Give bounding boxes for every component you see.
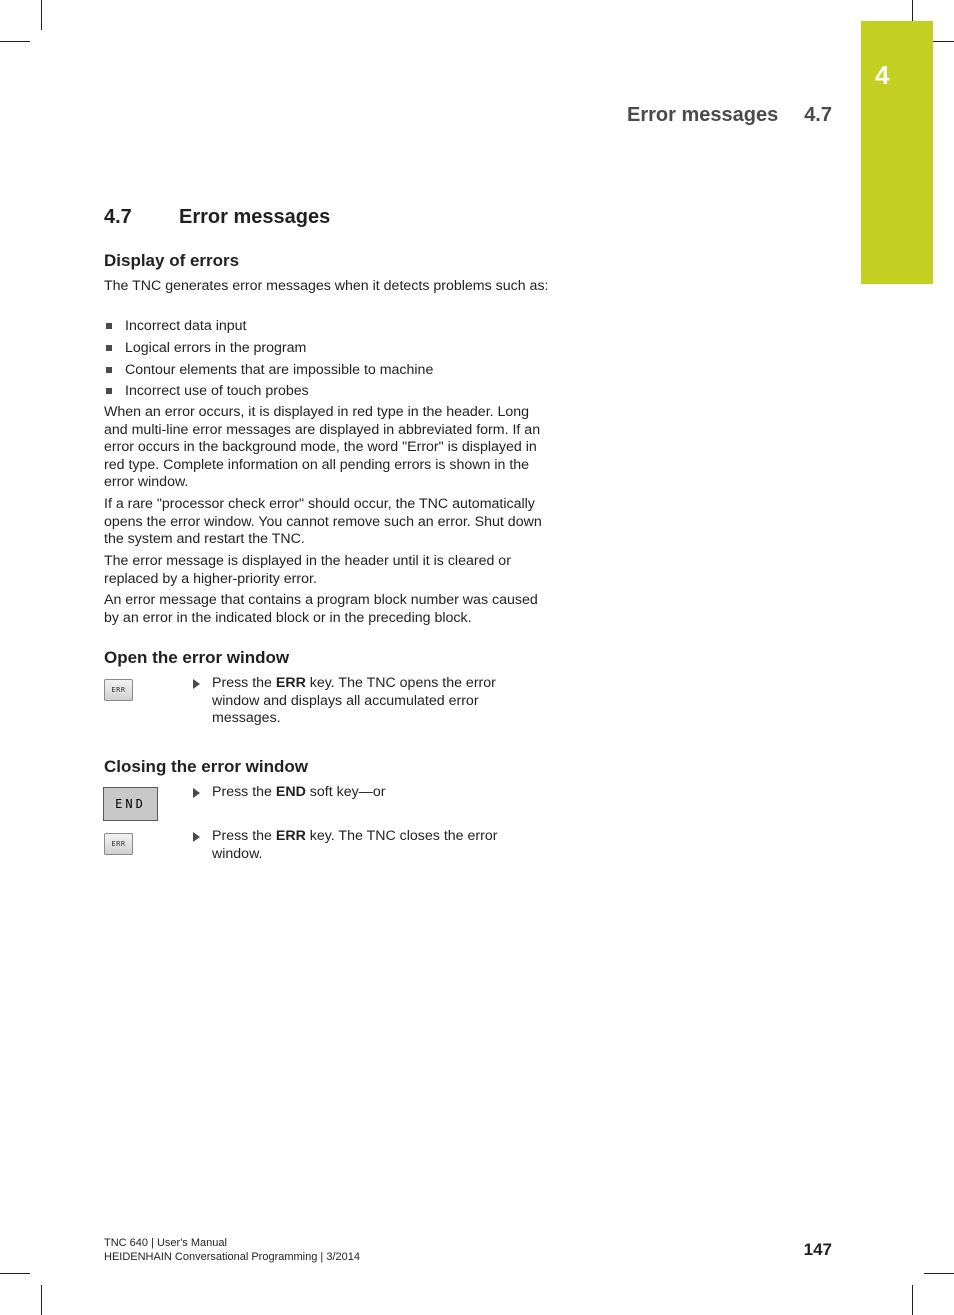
list-item-text: Contour elements that are impossible to machine	[125, 361, 434, 378]
page-number: 147	[803, 1240, 832, 1259]
err-key-icon: ERR	[104, 833, 133, 855]
chapter-tab	[861, 21, 933, 284]
open-window-heading: Open the error window	[104, 648, 290, 667]
paragraph: When an error occurs, it is displayed in red type in the header. Long and multi-line error messages are displayed in abbreviated form. If an error occurs in the background mode, the word "Error" is displayed in red type. Complete information on all pending errors is shown in the error window.	[104, 404, 541, 491]
crop-mark	[41, 1285, 42, 1315]
list-item	[104, 317, 549, 339]
step-text-pre: Press the	[212, 828, 276, 844]
close-window-heading: Closing the error window	[104, 757, 309, 776]
step-text-pre: Press the	[212, 675, 276, 691]
error-cause-list	[104, 317, 549, 404]
err-key-icon: ERR	[104, 679, 133, 701]
crop-mark	[0, 41, 30, 42]
arrow-right-icon	[193, 788, 200, 798]
instruction-step	[193, 784, 523, 802]
crop-mark	[912, 0, 913, 22]
section-number: 4.7	[104, 206, 132, 228]
list-item-text: Incorrect data input	[125, 318, 247, 334]
step-text-pre: Press the	[212, 784, 276, 800]
list-item-text: Incorrect use of touch probes	[125, 383, 309, 400]
instruction-step	[193, 828, 523, 863]
bullet-icon	[106, 345, 112, 351]
footer-line: TNC 640 | User's Manual	[104, 1237, 227, 1249]
step-key-name: ERR	[275, 675, 306, 691]
chapter-number: 4	[875, 60, 890, 90]
crop-mark	[912, 1285, 913, 1315]
step-text-post: key. The TNC closes the error window.	[212, 828, 498, 862]
step-key-name: END	[275, 784, 306, 800]
step-key-name: ERR	[275, 828, 306, 844]
arrow-right-icon	[193, 679, 200, 689]
running-head-number: 4.7	[804, 104, 832, 126]
page-footer	[104, 1236, 360, 1264]
running-head-title: Error messages	[626, 104, 779, 126]
step-text	[212, 784, 523, 802]
list-item	[104, 339, 549, 361]
list-item-text: Logical errors in the program	[125, 339, 307, 356]
arrow-right-icon	[193, 832, 200, 842]
list-item	[104, 382, 549, 404]
section-title: Error messages	[179, 206, 331, 228]
section-heading	[104, 206, 330, 229]
bullet-icon	[106, 367, 112, 373]
footer-line: HEIDENHAIN Conversational Programming | 3/2014	[104, 1251, 360, 1263]
step-text	[212, 675, 523, 728]
list-item	[104, 361, 549, 383]
paragraph: If a rare "processor check error" should occur, the TNC automatically opens the error window. You cannot remove such an error. Shut down the system and restart the TNC.	[104, 496, 542, 548]
bullet-icon	[106, 388, 112, 394]
display-errors-heading: Display of errors	[104, 251, 240, 270]
step-text-post: key. The TNC opens the error window and displays all accumulated error messages.	[212, 675, 496, 727]
end-softkey-icon: END	[103, 787, 158, 821]
step-text	[212, 828, 523, 863]
instruction-step	[193, 675, 523, 728]
crop-mark	[0, 1273, 30, 1274]
step-text-post: soft key—or	[305, 784, 386, 800]
running-head	[560, 104, 832, 127]
display-errors-intro: The TNC generates error messages when it detects problems such as:	[104, 278, 549, 294]
paragraph: An error message that contains a program block number was caused by an error in the indicated block or in the preceding block.	[104, 592, 538, 626]
crop-mark	[924, 1273, 954, 1274]
paragraph: The error message is displayed in the header until it is cleared or replaced by a higher-priority error.	[104, 553, 511, 587]
bullet-icon	[106, 323, 112, 329]
crop-mark	[41, 0, 42, 30]
